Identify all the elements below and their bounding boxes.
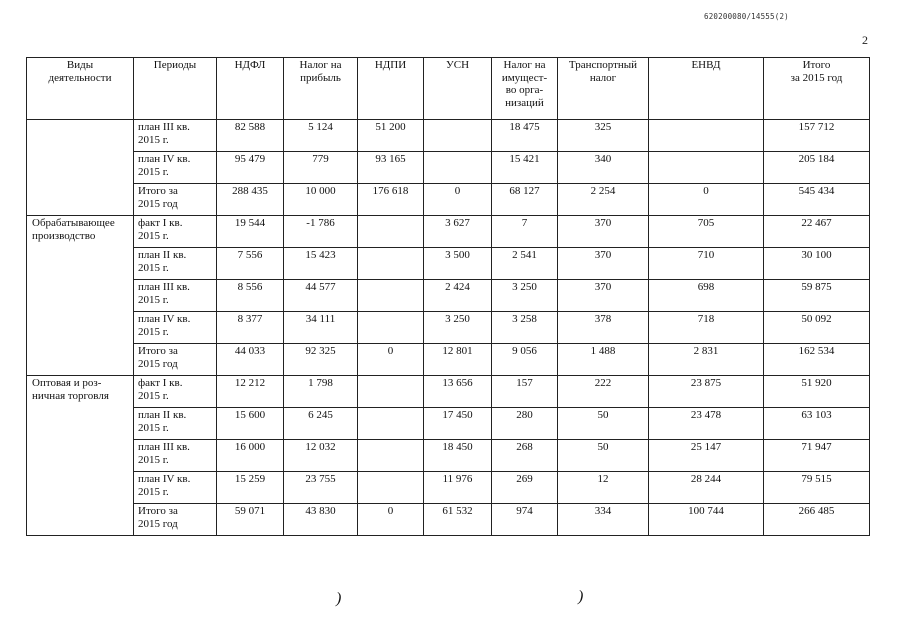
- table-row: [27, 344, 870, 376]
- table-row: [27, 312, 870, 344]
- property-tax-cell: 15 421: [492, 152, 558, 184]
- property-tax-cell: 3 250: [492, 280, 558, 312]
- activity-cell: Оптовая и роз- ничная торговля: [27, 376, 134, 536]
- ndpi-cell: [358, 408, 424, 440]
- property-tax-cell: 9 056: [492, 344, 558, 376]
- document-code: 620200080/14555(2): [704, 12, 789, 21]
- envd-cell: 710: [649, 248, 764, 280]
- table-row: [27, 376, 870, 408]
- transport-tax-cell: 2 254: [558, 184, 649, 216]
- table-row: [27, 504, 870, 536]
- ndpi-cell: [358, 472, 424, 504]
- total-cell: 205 184: [764, 152, 870, 184]
- profit-tax-cell: 6 245: [284, 408, 358, 440]
- total-cell: 545 434: [764, 184, 870, 216]
- transport-tax-cell: 50: [558, 440, 649, 472]
- ndpi-cell: 176 618: [358, 184, 424, 216]
- transport-tax-cell: 50: [558, 408, 649, 440]
- ndpi-cell: [358, 216, 424, 248]
- profit-tax-cell: 23 755: [284, 472, 358, 504]
- total-cell: 266 485: [764, 504, 870, 536]
- profit-tax-cell: 43 830: [284, 504, 358, 536]
- ndfl-cell: 288 435: [217, 184, 284, 216]
- ndpi-cell: [358, 376, 424, 408]
- usn-cell: [424, 120, 492, 152]
- transport-tax-cell: 222: [558, 376, 649, 408]
- profit-tax-cell: 92 325: [284, 344, 358, 376]
- period-cell: план II кв. 2015 г.: [134, 248, 217, 280]
- ndpi-cell: [358, 248, 424, 280]
- table-row: [27, 280, 870, 312]
- profit-tax-cell: -1 786: [284, 216, 358, 248]
- profit-tax-cell: 44 577: [284, 280, 358, 312]
- table-row: [27, 184, 870, 216]
- table-row: [27, 408, 870, 440]
- total-cell: 59 875: [764, 280, 870, 312]
- envd-cell: 718: [649, 312, 764, 344]
- usn-cell: 17 450: [424, 408, 492, 440]
- envd-cell: [649, 120, 764, 152]
- usn-cell: 3 250: [424, 312, 492, 344]
- envd-cell: 705: [649, 216, 764, 248]
- profit-tax-cell: 15 423: [284, 248, 358, 280]
- property-tax-cell: 157: [492, 376, 558, 408]
- profit-tax-cell: 5 124: [284, 120, 358, 152]
- tax-table: [26, 57, 870, 536]
- envd-cell: 23 875: [649, 376, 764, 408]
- header-ndpi: НДПИ: [358, 58, 424, 120]
- header-profit-tax: Налог на прибыль: [284, 58, 358, 120]
- envd-cell: 2 831: [649, 344, 764, 376]
- period-cell: план IV кв. 2015 г.: [134, 472, 217, 504]
- property-tax-cell: 974: [492, 504, 558, 536]
- period-cell: факт I кв. 2015 г.: [134, 216, 217, 248]
- property-tax-cell: 68 127: [492, 184, 558, 216]
- table-row: [27, 152, 870, 184]
- usn-cell: 3 500: [424, 248, 492, 280]
- usn-cell: 12 801: [424, 344, 492, 376]
- transport-tax-cell: 325: [558, 120, 649, 152]
- total-cell: 63 103: [764, 408, 870, 440]
- header-property-tax: Налог на имущест- во орга- низаций: [492, 58, 558, 120]
- property-tax-cell: 280: [492, 408, 558, 440]
- envd-cell: 23 478: [649, 408, 764, 440]
- period-cell: план III кв. 2015 г.: [134, 280, 217, 312]
- transport-tax-cell: 370: [558, 248, 649, 280]
- ndfl-cell: 44 033: [217, 344, 284, 376]
- usn-cell: [424, 152, 492, 184]
- usn-cell: 11 976: [424, 472, 492, 504]
- header-transport-tax: Транспортный налог: [558, 58, 649, 120]
- usn-cell: 13 656: [424, 376, 492, 408]
- profit-tax-cell: 779: [284, 152, 358, 184]
- header-total: Итого за 2015 год: [764, 58, 870, 120]
- table-row: [27, 472, 870, 504]
- ndpi-cell: [358, 312, 424, 344]
- transport-tax-cell: 1 488: [558, 344, 649, 376]
- envd-cell: 0: [649, 184, 764, 216]
- period-cell: план IV кв. 2015 г.: [134, 312, 217, 344]
- handwritten-mark: ): [578, 588, 584, 605]
- period-cell: план II кв. 2015 г.: [134, 408, 217, 440]
- activity-cell: [27, 120, 134, 216]
- period-cell: Итого за 2015 год: [134, 344, 217, 376]
- ndfl-cell: 8 377: [217, 312, 284, 344]
- table-header-row: [27, 58, 870, 120]
- ndfl-cell: 95 479: [217, 152, 284, 184]
- total-cell: 71 947: [764, 440, 870, 472]
- usn-cell: 18 450: [424, 440, 492, 472]
- profit-tax-cell: 10 000: [284, 184, 358, 216]
- usn-cell: 61 532: [424, 504, 492, 536]
- property-tax-cell: 7: [492, 216, 558, 248]
- ndpi-cell: 0: [358, 504, 424, 536]
- profit-tax-cell: 1 798: [284, 376, 358, 408]
- table-row: [27, 248, 870, 280]
- usn-cell: 3 627: [424, 216, 492, 248]
- ndfl-cell: 15 600: [217, 408, 284, 440]
- property-tax-cell: 269: [492, 472, 558, 504]
- ndfl-cell: 7 556: [217, 248, 284, 280]
- total-cell: 79 515: [764, 472, 870, 504]
- transport-tax-cell: 340: [558, 152, 649, 184]
- header-period: Периоды: [134, 58, 217, 120]
- envd-cell: 100 744: [649, 504, 764, 536]
- transport-tax-cell: 370: [558, 216, 649, 248]
- ndfl-cell: 12 212: [217, 376, 284, 408]
- envd-cell: 25 147: [649, 440, 764, 472]
- ndfl-cell: 16 000: [217, 440, 284, 472]
- ndfl-cell: 15 259: [217, 472, 284, 504]
- transport-tax-cell: 334: [558, 504, 649, 536]
- usn-cell: 2 424: [424, 280, 492, 312]
- usn-cell: 0: [424, 184, 492, 216]
- ndpi-cell: [358, 280, 424, 312]
- property-tax-cell: 3 258: [492, 312, 558, 344]
- envd-cell: 698: [649, 280, 764, 312]
- transport-tax-cell: 378: [558, 312, 649, 344]
- table-row: [27, 120, 870, 152]
- ndpi-cell: 0: [358, 344, 424, 376]
- ndfl-cell: 8 556: [217, 280, 284, 312]
- ndfl-cell: 19 544: [217, 216, 284, 248]
- transport-tax-cell: 12: [558, 472, 649, 504]
- profit-tax-cell: 34 111: [284, 312, 358, 344]
- total-cell: 30 100: [764, 248, 870, 280]
- period-cell: план III кв. 2015 г.: [134, 440, 217, 472]
- period-cell: Итого за 2015 год: [134, 184, 217, 216]
- header-envd: ЕНВД: [649, 58, 764, 120]
- total-cell: 162 534: [764, 344, 870, 376]
- profit-tax-cell: 12 032: [284, 440, 358, 472]
- table-row: [27, 440, 870, 472]
- total-cell: 157 712: [764, 120, 870, 152]
- period-cell: факт I кв. 2015 г.: [134, 376, 217, 408]
- total-cell: 51 920: [764, 376, 870, 408]
- header-ndfl: НДФЛ: [217, 58, 284, 120]
- ndfl-cell: 82 588: [217, 120, 284, 152]
- header-activity: Виды деятельности: [27, 58, 134, 120]
- handwritten-mark: ): [336, 590, 342, 607]
- ndpi-cell: [358, 440, 424, 472]
- transport-tax-cell: 370: [558, 280, 649, 312]
- property-tax-cell: 18 475: [492, 120, 558, 152]
- page-number: 2: [862, 33, 868, 47]
- period-cell: план IV кв. 2015 г.: [134, 152, 217, 184]
- ndfl-cell: 59 071: [217, 504, 284, 536]
- period-cell: план III кв. 2015 г.: [134, 120, 217, 152]
- property-tax-cell: 2 541: [492, 248, 558, 280]
- property-tax-cell: 268: [492, 440, 558, 472]
- envd-cell: [649, 152, 764, 184]
- activity-cell: Обрабатывающее производство: [27, 216, 134, 376]
- total-cell: 50 092: [764, 312, 870, 344]
- period-cell: Итого за 2015 год: [134, 504, 217, 536]
- ndpi-cell: 93 165: [358, 152, 424, 184]
- envd-cell: 28 244: [649, 472, 764, 504]
- header-usn: УСН: [424, 58, 492, 120]
- ndpi-cell: 51 200: [358, 120, 424, 152]
- total-cell: 22 467: [764, 216, 870, 248]
- table-row: [27, 216, 870, 248]
